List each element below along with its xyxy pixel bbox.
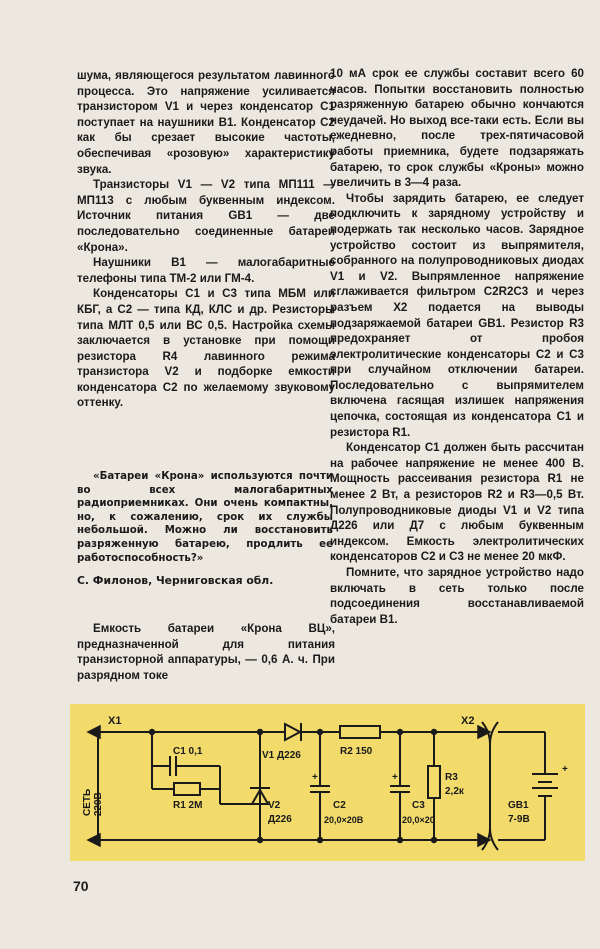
paragraph: 10 мА срок ее службы составит всего 60 часов. Попытки восстановить полностью разряженную батарею обычно кончаются неудачей. Но выход все-таки есть. Если вы ежедневно, после трех-пятичасовой работы приемника, будете подзаряжать батарею, то срок службы «Кроны» можно увеличить в 3—4 раза. (330, 67, 584, 190)
c1-label: C1 0,1 (173, 746, 203, 757)
circuit-schematic (70, 704, 585, 861)
paragraph: шума, являющегося результатом лавинного процесса. Это напряжение усиливается транзистором V1 и через конденсатор С1 поступает на наушники В1. Конденсатор С2 как бы срезает высокие частоты, обеспечивая «розовую» характеристику звука. (77, 69, 335, 176)
v2-type-label: Д226 (268, 814, 292, 825)
paragraph: Емкость батареи «Крона ВЦ», предназначенной для питания транзисторной аппаратуры, — 0,6 А. ч. При разрядном токе (77, 622, 335, 682)
x2-label: X2 (461, 715, 475, 727)
question-text: «Батареи «Крона» используются почти во всех малогабаритных радиоприемниках. Они очень компактны, но, к сожалению, срок их службы небольшой. Можно ли восстановить разряженную батарею, продлить ее работоспособность?» (77, 471, 333, 564)
c3-label: C3 (412, 800, 425, 811)
right-column (330, 66, 584, 627)
r3-value-label: 2,2к (445, 786, 464, 797)
v1-label: V1 Д226 (262, 750, 301, 761)
c2-value-label: 20,0×20В (324, 815, 364, 825)
r2-label: R2 150 (340, 746, 373, 757)
schematic-svg (70, 704, 585, 861)
paragraph: Конденсаторы С1 и С3 типа МБМ или КБГ, а С2 — типа КД, КЛС и др. Резисторы типа МЛТ 0,5 или ВС 0,5. Настройка схемы заключается в установке при помощи резистора R4 лавинного режима транзистора V2 и подборке емкости конденсатора С2 по желаемому звуковому оттенку. (77, 287, 335, 410)
c3-value-label: 20,0×20 (402, 815, 435, 825)
c2-plus-label: + (312, 772, 318, 783)
paragraph: Чтобы зарядить батарею, ее следует подключить к зарядному устройству и подержать так несколько часов. Зарядное устройство состоит из выпрямителя, собранного на полупроводниковых диодах V1 и V2. Выпрямленное напряжение сглаживается фильтром С2R2С3 и через разъем X2 подается на выводы подзаряжаемой батареи GB1. Резистор R3 предохраняет от пробоя электролитические конденсаторы С2 и С3 при случайном отключении батареи. Последовательно с выпрямителем включена гасящая излишек напряжения цепочка, состоящая из конденсатора С1 и резистора R1. (330, 191, 584, 439)
left-column (77, 68, 335, 411)
mains-voltage-label: ~220В (93, 792, 104, 822)
gb1-value-label: 7-9В (508, 814, 530, 825)
left-tail (77, 621, 335, 683)
x1-label: X1 (108, 715, 122, 727)
mains-label: СЕТЬ (82, 788, 93, 816)
v2-label: V2 (268, 800, 281, 811)
gb1-label: GB1 (508, 800, 529, 811)
c2-label: C2 (333, 800, 346, 811)
c3-plus-label: + (392, 772, 398, 783)
gb1-plus-label: + (562, 764, 568, 775)
question-author: С. Филонов, Черниговская обл. (77, 574, 274, 588)
paragraph: Транзисторы V1 — V2 типа МП111 — МП113 с любым буквенным индексом. Источник питания GB1 — две последовательно соединенные батареи «Крона». (77, 178, 335, 254)
reader-question (77, 470, 333, 588)
paragraph: Конденсатор С1 должен быть рассчитан на рабочее напряжение не менее 400 В. Мощность рассеивания резистора R1 не менее 2 Вт, а резисторов R2 и R3—0,5 Вт. Полупроводниковые диоды V1 и V2 типа Д226 или Д7 с любым буквенным индексом. Емкость электролитических конденсаторов С2 и С3 не менее 20 мкФ. (330, 441, 584, 564)
r1-label: R1 2M (173, 800, 203, 811)
page-number: 70 (73, 878, 89, 894)
r3-label: R3 (445, 772, 458, 783)
paragraph: Помните, что зарядное устройство надо включать в сеть только после подсоединения восстанавливаемой батареи В1. (330, 566, 584, 626)
paragraph: Наушники В1 — малогабаритные телефоны типа ТМ-2 или ГМ-4. (77, 256, 335, 285)
